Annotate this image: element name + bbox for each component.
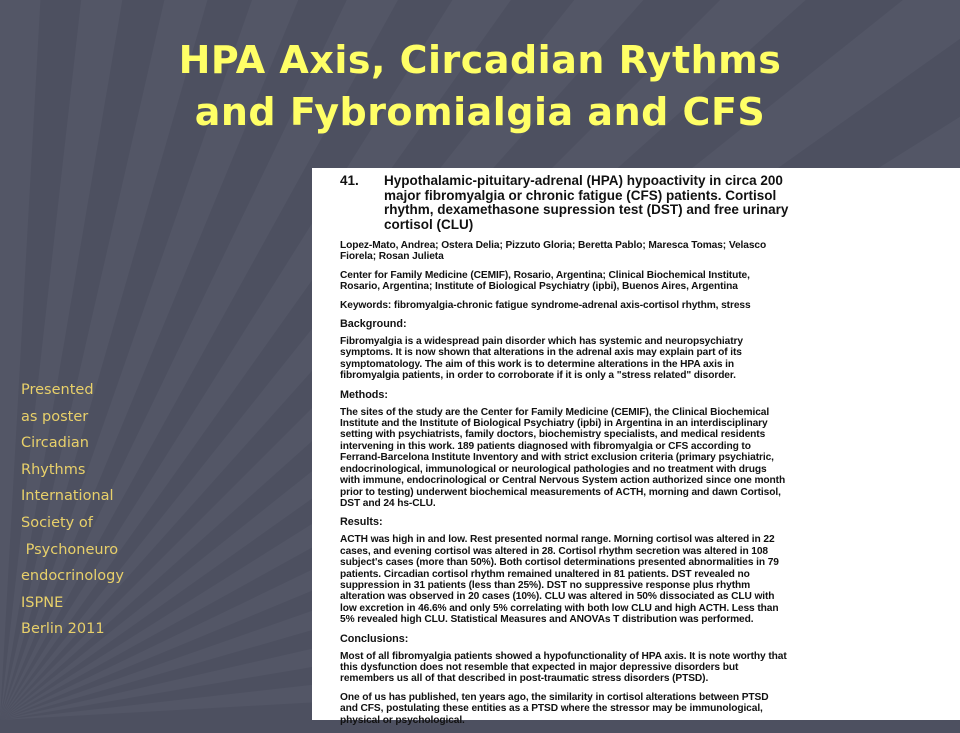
methods-line: Institute and the Institute of Biological Psychiatry (ipbi) in Argentina in an interdisciplinary — [340, 418, 768, 430]
closing-text — [340, 692, 930, 726]
results-line: patients. Circadian cortisol rhythm remained unaltered in 81 patients. DST revealed no — [340, 568, 750, 580]
background-line: symptoms. It is now shown that alterations in the adrenal axis may explain part of its — [340, 347, 742, 359]
methods-heading: Methods: — [340, 388, 388, 401]
authors-line: Fiorela; Rosan Julieta — [340, 251, 444, 263]
poster-note-line: Presented — [21, 382, 94, 398]
poster-note-line: Psychoneuro — [21, 541, 119, 558]
results-text — [340, 534, 930, 625]
background-text — [340, 336, 930, 382]
methods-line: prior to testing) underwent biochemical measurements of ACTH, morning and dawn Cortisol, — [340, 486, 781, 498]
affiliation-line: Center for Family Medicine (CEMIF), Rosario, Argentina; Clinical Biochemical Institute, — [340, 269, 750, 281]
conclusions-text — [340, 651, 930, 685]
abstract-image — [312, 168, 960, 726]
abstract-title-line: Hypothalamic-pituitary-adrenal (HPA) hypoactivity in circa 200 — [384, 173, 783, 188]
conclusions-heading: Conclusions: — [340, 632, 409, 645]
authors-line: Lopez-Mato, Andrea; Ostera Delia; Pizzuto Gloria; Beretta Pablo; Maresca Tomas; Velasco — [340, 240, 767, 251]
methods-text — [340, 407, 930, 510]
slide-title-line: and Fybromialgia and CFS — [194, 90, 766, 134]
abstract-title-line: cortisol (CLU) — [384, 216, 474, 232]
slide-title-line: HPA Axis, Circadian Rythms — [178, 38, 782, 82]
results-line: alteration was observed in 20 cases (10%). CLU was altered in 50% dissociated as CLU with — [340, 591, 775, 603]
closing-line: and CFS, postulating these entities as a PTSD where the stressor may be immunological, — [340, 703, 763, 715]
abstract-number: 41. — [340, 173, 359, 188]
authors — [340, 240, 930, 263]
background-line: symptomatology. The aim of this work is to determine alterations in the HPA axis in — [340, 358, 734, 370]
poster-note-line: International — [21, 488, 114, 505]
poster-note-line: Rhythms — [21, 461, 86, 478]
results-line: ACTH was high in and low. Rest presented normal range. Morning cortisol was altered in 22 — [340, 534, 775, 546]
methods-line: with immune, endocrinological or Central Nervous System action authorized since one month — [340, 475, 786, 487]
closing-line: physical or psychological. — [340, 714, 465, 726]
poster-note-line: Society of — [21, 514, 93, 531]
abstract-title-line: major fibromyalgia or chronic fatigue (CFS) patients. Cortisol — [384, 187, 777, 203]
methods-line: DST and 24 hs-CLU. — [340, 497, 436, 509]
poster-note-line: endocrinology — [21, 568, 124, 585]
results-line: cases, and evening cortisol was altered in 28. Cortisol rhythm secretion was altered in 108 — [340, 545, 768, 557]
methods-line: Ferrand-Barcelona Institute Inventory and with strict exclusion criteria (primary psychiatric, — [340, 452, 774, 464]
conclusions-line: Most of all fibromyalgia patients showed a hypofunctionality of HPA axis. It is note worthy that — [340, 650, 787, 662]
poster-note-line: Berlin 2011 — [21, 621, 105, 638]
poster-note — [21, 377, 221, 643]
background-heading: Background: — [340, 318, 407, 331]
results-heading: Results: — [340, 516, 383, 529]
affiliation-line: Rosario, Argentina; Institute of Biological Psychiatry (ipbi), Buenos Aires, Argentina — [340, 281, 738, 293]
results-line: subject's cases (more than 50%). Both cortisol determinations presented abnormalities in 79 — [340, 557, 779, 569]
conclusions-line: this dysfunction does not resemble that expected in major depressive disorders but — [340, 661, 739, 673]
methods-line: The sites of the study are the Center for Family Medicine (CEMIF), the Clinical Biochemical — [340, 406, 770, 418]
background-line: Fibromyalgia is a widespread pain disorder which has systemic and neuropsychiatry — [340, 336, 743, 348]
conclusions-line: remembers us all of that described in post-traumatic stress disorders (PTSD). — [340, 673, 709, 685]
affiliations — [340, 270, 930, 293]
methods-line: endocrinological, immunological or neurological pathologies and no treatment with drugs — [340, 463, 767, 475]
abstract-text — [340, 174, 930, 733]
slide-title — [0, 34, 960, 138]
poster-note-line: ISPNE — [21, 594, 64, 611]
methods-line: setting with psychiatrists, family doctors, biochemistry specialists, and medical residents — [340, 429, 766, 441]
methods-line: intervening in this work. 189 patients diagnosed with fibromyalgia or CFS according to — [340, 440, 751, 452]
results-line: low excretion in 46.6% and only 5% correlating with both low CLU and high ACTH. Less than — [340, 602, 779, 614]
results-line: suppression in 31 patients (less than 25%). DST no suppressive response plus rhythm — [340, 579, 751, 591]
results-line: 5% revealed high CLU. Statistical Measures and ANOVAs T distribution was performed. — [340, 614, 754, 626]
keywords — [340, 300, 930, 311]
closing-line: One of us has published, ten years ago, the similarity in cortisol alterations between PTSD — [340, 691, 769, 703]
keywords-line: Keywords: fibromyalgia-chronic fatigue syndrome-adrenal axis-cortisol rhythm, stress — [340, 299, 751, 311]
poster-note-line: Circadian — [21, 435, 89, 452]
abstract-title — [340, 174, 930, 232]
background-line: fibromyalgia patients, in order to corroborate if it is only a "stress related" disorder. — [340, 370, 736, 382]
abstract-title-line: rhythm, dexamethasone supression test (DST) and free urinary — [384, 202, 789, 217]
poster-note-line: as poster — [21, 408, 89, 425]
